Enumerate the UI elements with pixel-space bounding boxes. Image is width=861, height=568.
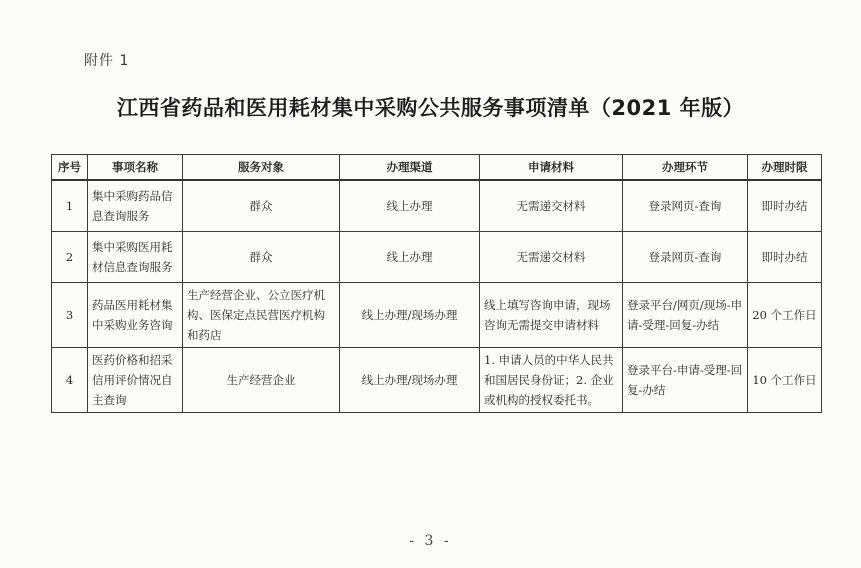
cell-item-name: 集中采购药品信息查询服务 [88,180,183,232]
cell-materials: 无需递交材料 [480,232,623,283]
cell-time-limit: 10 个工作日 [748,348,822,413]
cell-materials: 线上填写咨询申请，现场咨询无需提交申请材料 [480,283,623,348]
header-item-name: 事项名称 [88,155,183,181]
cell-service-target: 群众 [183,232,340,283]
cell-index: 3 [52,283,88,348]
cell-service-target: 生产经营企业、公立医疗机构、医保定点民营医疗机构和药店 [183,283,340,348]
cell-process: 登录网页-查询 [623,232,748,283]
cell-item-name: 药品医用耗材集中采购业务咨询 [88,283,183,348]
cell-process: 登录平台-申请-受理-回复-办结 [623,348,748,413]
header-process: 办理环节 [623,155,748,181]
cell-time-limit: 即时办结 [748,180,822,232]
cell-materials: 1. 申请人员的中华人民共和国居民身份证；2. 企业或机构的授权委托书。 [480,348,623,413]
table-row [52,232,822,283]
header-materials: 申请材料 [480,155,623,181]
attachment-label: 附件 1 [84,53,130,69]
header-channel: 办理渠道 [340,155,480,181]
cell-index: 4 [52,348,88,413]
header-index: 序号 [52,155,88,181]
cell-index: 2 [52,232,88,283]
cell-service-target: 生产经营企业 [183,348,340,413]
table-row [52,348,822,413]
cell-process: 登录网页-查询 [623,180,748,232]
cell-channel: 线上办理/现场办理 [340,348,480,413]
cell-item-name: 集中采购医用耗材信息查询服务 [88,232,183,283]
cell-process: 登录平台/网页/现场-申请-受理-回复-办结 [623,283,748,348]
table-row [52,283,822,348]
cell-index: 1 [52,180,88,232]
cell-materials: 无需递交材料 [480,180,623,232]
cell-channel: 线上办理 [340,232,480,283]
service-items-table [51,154,822,413]
cell-time-limit: 即时办结 [748,232,822,283]
document-title: 江西省药品和医用耗材集中采购公共服务事项清单（2021 年版） [116,96,745,120]
cell-item-name: 医药价格和招采信用评价情况自主查询 [88,348,183,413]
table-header-row [52,155,822,181]
cell-channel: 线上办理 [340,180,480,232]
header-service-target: 服务对象 [183,155,340,181]
cell-channel: 线上办理/现场办理 [340,283,480,348]
header-time-limit: 办理时限 [748,155,822,181]
cell-time-limit: 20 个工作日 [748,283,822,348]
cell-service-target: 群众 [183,180,340,232]
page-number: - 3 - [409,533,452,549]
table-row [52,180,822,232]
